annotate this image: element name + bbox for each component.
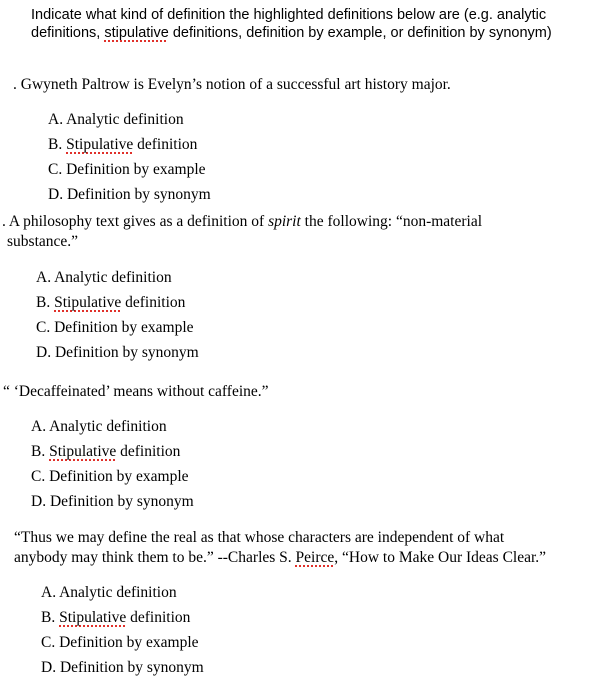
option-a: A. Analytic definition — [48, 111, 184, 128]
instructions-text — [31, 6, 601, 42]
option-b-letter: B. — [31, 443, 50, 460]
question-4-line2-after: , “How to Make Our Ideas Clear.” — [334, 549, 547, 566]
misspelled-word: Stipulative — [59, 609, 127, 626]
misspelled-word: Stipulative — [54, 294, 122, 311]
option-b-letter: B. — [48, 136, 67, 153]
misspelled-word: Stipulative — [66, 136, 134, 153]
option-b-letter: B. — [41, 609, 60, 626]
question-2-options — [36, 268, 199, 368]
misspelled-word: Peirce — [295, 549, 335, 566]
option-d: D. Definition by synonym — [31, 493, 194, 510]
option-d: D. Definition by synonym — [41, 659, 204, 676]
option-a: A. Analytic definition — [36, 269, 172, 286]
question-3-options — [31, 417, 194, 517]
question-4-options — [41, 583, 204, 683]
option-c: C. Definition by example — [48, 161, 206, 178]
question-2-italic-term: spirit — [268, 213, 301, 230]
option-a: A. Analytic definition — [31, 418, 167, 435]
option-b — [31, 442, 194, 467]
question-2-line1-before: . A philosophy text gives as a definition of — [2, 213, 269, 230]
option-a: A. Analytic definition — [41, 584, 177, 601]
option-c: C. Definition by example — [36, 319, 194, 336]
misspelled-word: Stipulative — [49, 443, 117, 460]
question-2-text-line2: substance.” — [7, 233, 79, 250]
question-3-text: “ ‘Decaffeinated’ means without caffeine.” — [3, 383, 269, 400]
option-d: D. Definition by synonym — [36, 344, 199, 361]
option-b-rest: definition — [133, 136, 198, 153]
option-b-letter: B. — [36, 294, 55, 311]
question-4-line2-before: anybody may think them to be.” --Charles S. — [14, 549, 296, 566]
option-b — [48, 135, 211, 160]
instructions-before: Indicate what kind of definition the highlighted definitions below are (e.g. analytic definitions, — [31, 7, 547, 41]
option-c: C. Definition by example — [31, 468, 189, 485]
option-b — [36, 293, 199, 318]
question-2-text — [2, 212, 482, 232]
option-b-rest: definition — [121, 294, 186, 311]
question-4-text: “Thus we may define the real as that whose characters are independent of what — [14, 529, 505, 546]
question-4-text-line2 — [14, 548, 546, 568]
option-d: D. Definition by synonym — [48, 186, 211, 203]
option-b-rest: definition — [126, 609, 191, 626]
option-b-rest: definition — [116, 443, 181, 460]
option-b — [41, 608, 204, 633]
option-c: C. Definition by example — [41, 634, 199, 651]
question-2-line1-after: the following: “non-material — [300, 213, 483, 230]
question-1-text: . Gwyneth Paltrow is Evelyn’s notion of a successful art history major. — [13, 76, 451, 93]
instructions-after: definitions, definition by example, or definition by synonym) — [168, 25, 552, 41]
misspelled-word: stipulative — [104, 25, 169, 41]
question-1-options — [48, 110, 211, 210]
